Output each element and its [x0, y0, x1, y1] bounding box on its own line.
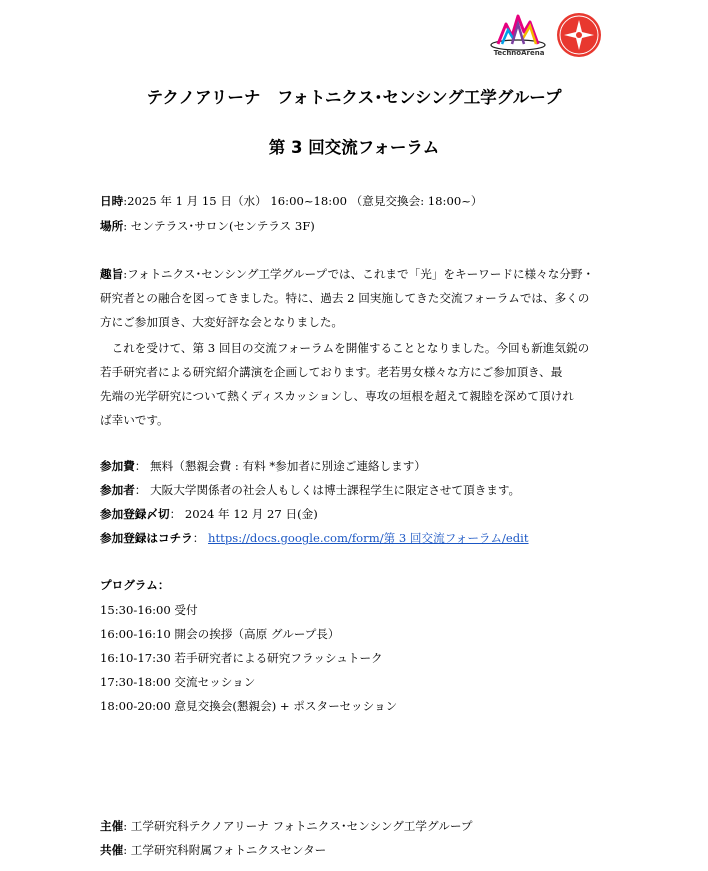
fee-line	[100, 458, 426, 474]
venue-line	[100, 218, 315, 234]
purpose-text: :フォトニクス･センシング工学グループでは、これまで「光」をキーワードに様々な分野・	[123, 267, 595, 281]
page-title: テクノアリーナ フォトニクス･センシング工学グループ	[146, 88, 562, 107]
program-item: 15:30-16:00 受付	[100, 603, 198, 617]
page-subtitle: 第 3 回交流フォーラム	[268, 138, 440, 157]
registration-label: 参加登録はコチラ	[100, 531, 193, 545]
organizer-value: : 工学研究科テクノアリーナ フォトニクス･センシング工学グループ	[123, 819, 473, 833]
participants-value: ： 大阪大学関係者の社会人もしくは博士課程学生に限定させて頂きます。	[134, 483, 521, 497]
purpose-line-7: ば幸いです。	[100, 413, 169, 427]
purpose-line-2: 研究者との融合を図ってきました。特に、過去 2 回実施してきた交流フォーラムでは、多くの	[100, 291, 590, 305]
purpose-line-3: 方にご参加頂き、大変好評な会となりました。	[100, 315, 344, 329]
datetime-line	[100, 193, 483, 209]
datetime-label: 日時	[100, 194, 124, 208]
logo-area	[488, 10, 608, 60]
program-heading-colon: ：	[157, 578, 170, 592]
purpose-line-6: 先端の光学研究について熱くディスカッションし、専攻の垣根を超えて親睦を深めて頂けれ	[100, 389, 574, 403]
datetime-value: :2025 年 1 月 15 日（水） 16:00~18:00 （意見交換会: 18:00~）	[123, 194, 483, 208]
deadline-label: 参加登録〆切	[100, 507, 170, 521]
technoarena-logo-text: TechnoArena	[493, 49, 545, 57]
fee-label: 参加費	[100, 459, 135, 473]
venue-value: : センテラス･サロン(センテラス 3F)	[123, 219, 315, 233]
purpose-line-4: これを受けて、第 3 回目の交流フォーラムを開催することとなりました。今回も新進気鋭の	[100, 341, 590, 355]
participants-label: 参加者	[100, 483, 135, 497]
organizer-label: 主催	[100, 819, 124, 833]
purpose-line-1	[100, 266, 594, 282]
purpose-label: 趣旨	[100, 267, 124, 281]
venue-label: 場所	[100, 219, 124, 233]
cosponsor-line	[100, 842, 326, 858]
program-item: 17:30-18:00 交流セッション	[100, 675, 256, 689]
program-item: 16:00-16:10 開会の挨拶（高原 グループ長）	[100, 627, 340, 641]
registration-colon: ：	[192, 531, 209, 545]
registration-link[interactable]: https://docs.google.com/form/第 3 回交流フォーラム/edit	[208, 531, 529, 545]
organizer-line	[100, 818, 472, 834]
photonics-center-logo	[556, 12, 602, 58]
registration-line	[100, 530, 529, 546]
program-item: 16:10-17:30 若手研究者による研究フラッシュトーク	[100, 651, 383, 665]
deadline-line	[100, 506, 318, 522]
cosponsor-value: : 工学研究科附属フォトニクスセンター	[123, 843, 327, 857]
purpose-line-5: 若手研究者による研究紹介講演を企画しております。老若男女様々な方にご参加頂き、最	[100, 365, 563, 379]
fee-value: ： 無料（懇親会費 : 有料 *参加者に別途ご連絡します）	[134, 459, 426, 473]
cosponsor-label: 共催	[100, 843, 124, 857]
participants-line	[100, 482, 520, 498]
program-heading: プログラム	[100, 578, 158, 592]
deadline-value: ： 2024 年 12 月 27 日(金)	[169, 507, 318, 521]
program-heading-line	[100, 577, 169, 593]
program-item: 18:00-20:00 意見交換会(懇親会) + ポスターセッション	[100, 699, 398, 713]
